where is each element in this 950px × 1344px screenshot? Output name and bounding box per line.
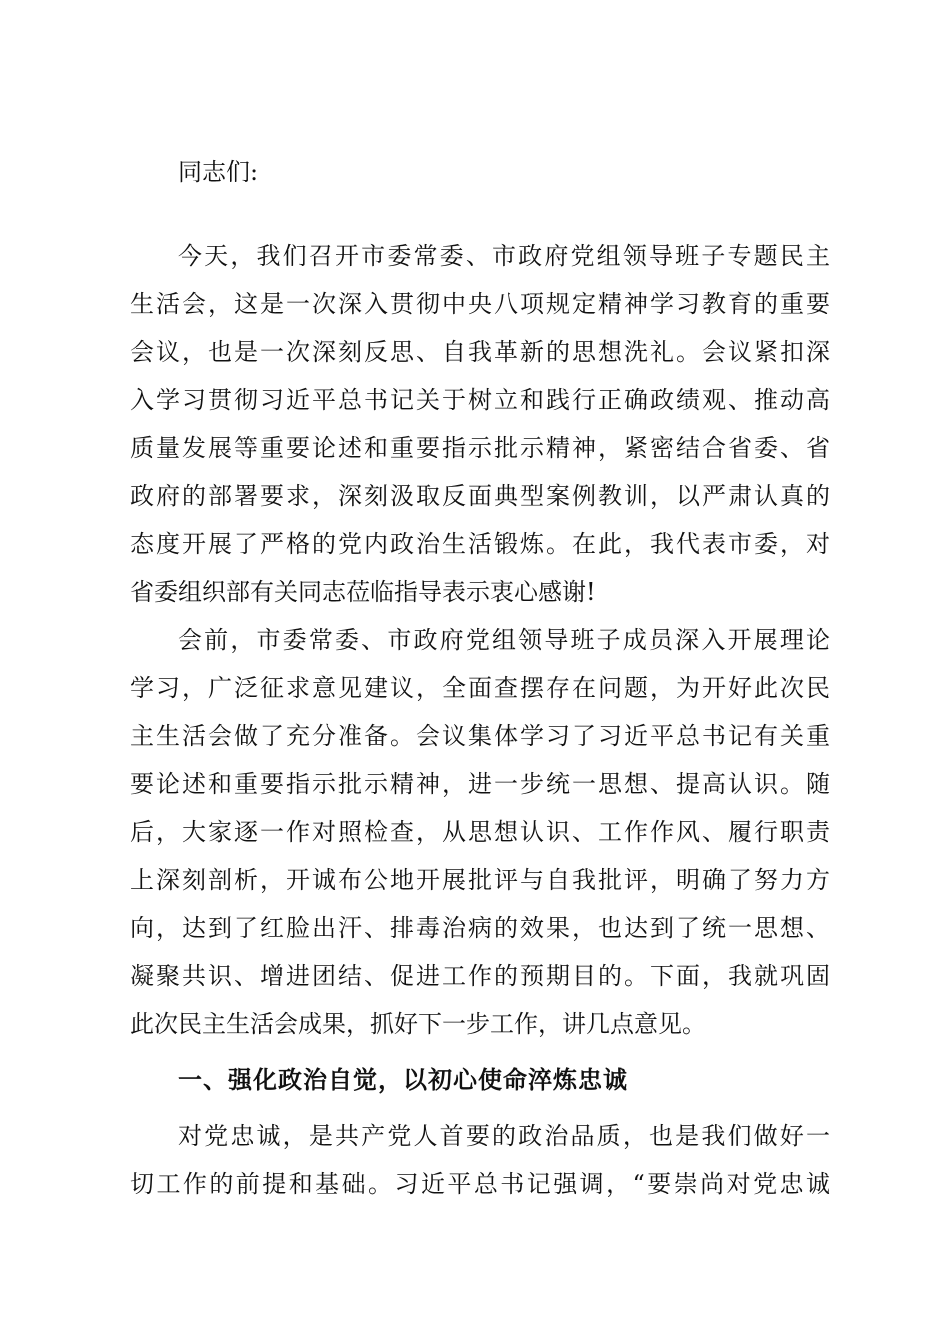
paragraph-2-line-8: 凝聚共识、增进团结、促进工作的预期目的。下面，我就巩固 xyxy=(130,962,830,990)
paragraph-1-line-3: 会议，也是一次深刻反思、自我革新的思想洗礼。会议紧扣深 xyxy=(130,338,830,366)
paragraph-1-line-2: 生活会，这是一次深入贯彻中央八项规定精神学习教育的重要 xyxy=(130,290,830,318)
paragraph-2-line-5: 后，大家逐一作对照检查，从思想认识、工作作风、履行职责 xyxy=(130,818,830,846)
paragraph-2-line-7: 向，达到了红脸出汗、排毒治病的效果，也达到了统一思想、 xyxy=(130,914,830,942)
paragraph-1-line-5: 质量发展等重要论述和重要指示批示精神，紧密结合省委、省 xyxy=(130,434,830,462)
paragraph-1-line-7: 态度开展了严格的党内政治生活锻炼。在此，我代表市委，对 xyxy=(130,530,830,558)
paragraph-3-line-2: 切工作的前提和基础。习近平总书记强调，“要崇尚对党忠诚 xyxy=(130,1170,830,1198)
paragraph-1-line-1: 今天，我们召开市委常委、市政府党组领导班子专题民主 xyxy=(178,242,830,270)
paragraph-2-line-2: 学习，广泛征求意见建议，全面查摆存在问题，为开好此次民 xyxy=(130,674,830,702)
paragraph-2-line-9: 此次民主生活会成果，抓好下一步工作，讲几点意见。 xyxy=(130,1010,706,1038)
paragraph-1-line-8: 省委组织部有关同志莅临指导表示衷心感谢! xyxy=(130,578,596,606)
paragraph-1-line-4: 入学习贯彻习近平总书记关于树立和践行正确政绩观、推动高 xyxy=(130,386,830,414)
salutation: 同志们: xyxy=(178,158,259,186)
paragraph-1-line-6: 政府的部署要求，深刻汲取反面典型案例教训，以严肃认真的 xyxy=(130,482,830,510)
paragraph-2-line-1: 会前，市委常委、市政府党组领导班子成员深入开展理论 xyxy=(178,626,830,654)
paragraph-3-line-1: 对党忠诚，是共产党人首要的政治品质，也是我们做好一 xyxy=(178,1122,830,1150)
paragraph-2-line-4: 要论述和重要指示批示精神，进一步统一思想、提高认识。随 xyxy=(130,770,830,798)
paragraph-2-line-6: 上深刻剖析，开诚布公地开展批评与自我批评，明确了努力方 xyxy=(130,866,830,894)
paragraph-2-line-3: 主生活会做了充分准备。会议集体学习了习近平总书记有关重 xyxy=(130,722,830,750)
section-heading-1: 一、强化政治自觉，以初心使命淬炼忠诚 xyxy=(178,1066,628,1094)
